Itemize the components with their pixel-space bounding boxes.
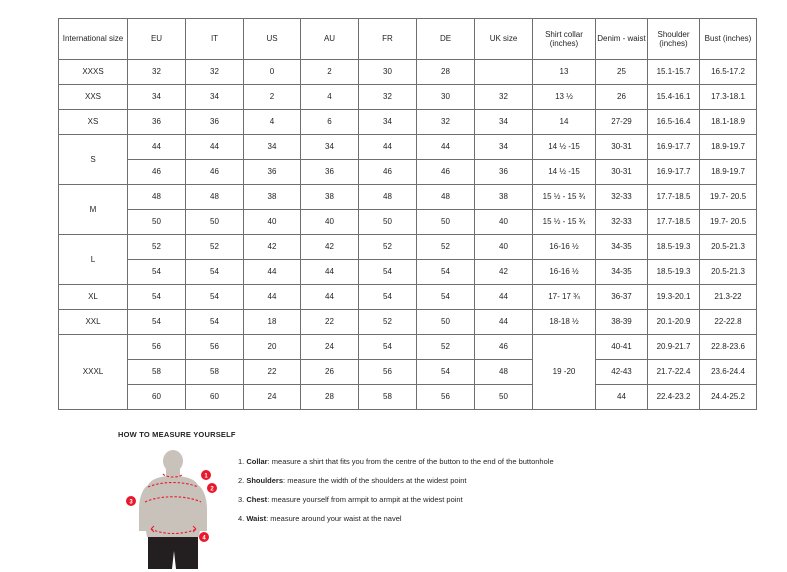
table-cell: 46 — [186, 160, 244, 185]
table-cell: 18.9-19.7 — [700, 135, 757, 160]
table-cell: 20 — [244, 335, 301, 360]
table-cell: 42 — [475, 260, 533, 285]
torso-diagram — [118, 447, 228, 567]
cell-international-size: S — [59, 135, 128, 185]
column-header-fr: FR — [359, 19, 417, 60]
table-cell: 19.3-20.1 — [648, 285, 700, 310]
table-cell: 15.1-15.7 — [648, 60, 700, 85]
column-header-au: AU — [301, 19, 359, 60]
instruction-term: Chest — [246, 495, 268, 505]
table-cell: 34 — [475, 135, 533, 160]
table-cell: 2 — [301, 60, 359, 85]
column-header-international-size: International size — [59, 19, 128, 60]
table-cell: 36 — [128, 110, 186, 135]
table-cell: 52 — [359, 310, 417, 335]
table-cell: 36 — [475, 160, 533, 185]
table-cell: 16.5-17.2 — [700, 60, 757, 85]
column-header-bust: Bust (inches) — [700, 19, 757, 60]
table-cell: 20.1-20.9 — [648, 310, 700, 335]
table-cell: 58 — [128, 360, 186, 385]
table-cell: 21.3-22 — [700, 285, 757, 310]
table-cell: 50 — [186, 210, 244, 235]
column-header-denim-waist: Denim - waist — [596, 19, 648, 60]
table-cell: 54 — [359, 335, 417, 360]
table-cell: 34 — [128, 85, 186, 110]
table-cell: 50 — [128, 210, 186, 235]
cell-international-size: XL — [59, 285, 128, 310]
instruction-term: Collar — [246, 457, 268, 466]
measure-instruction-item — [238, 495, 554, 505]
table-cell: 4 — [301, 85, 359, 110]
instruction-number: 3. — [238, 495, 247, 505]
table-cell: 18.9-19.7 — [700, 160, 757, 185]
cell-international-size: XXS — [59, 85, 128, 110]
table-cell: 44 — [301, 285, 359, 310]
table-cell: 40 — [301, 210, 359, 235]
table-cell: 26 — [596, 85, 648, 110]
instruction-number: 2. — [238, 476, 247, 486]
instruction-term: Waist — [246, 514, 267, 524]
table-cell: 46 — [417, 160, 475, 185]
table-cell: 54 — [359, 285, 417, 310]
table-cell: 56 — [186, 335, 244, 360]
table-header — [59, 19, 757, 60]
table-cell: 46 — [128, 160, 186, 185]
table-cell: 0 — [244, 60, 301, 85]
table-cell: 54 — [417, 360, 475, 385]
table-body — [59, 60, 757, 410]
table-cell: 22 — [244, 360, 301, 385]
table-cell: 52 — [359, 235, 417, 260]
instruction-text: : measure a shirt that fits you from the centre of the button to the end of the buttonhole — [267, 457, 554, 466]
table-cell: 56 — [128, 335, 186, 360]
table-cell — [475, 60, 533, 85]
table-cell: 30-31 — [596, 160, 648, 185]
table-cell: 44 — [186, 135, 244, 160]
table-cell: 44 — [417, 135, 475, 160]
table-cell: 14 ½ -15 — [533, 160, 596, 185]
table-cell: 30 — [417, 85, 475, 110]
table-cell: 22 — [301, 310, 359, 335]
table-cell: 44 — [475, 285, 533, 310]
table-cell: 32 — [186, 60, 244, 85]
torso-illustration-svg — [118, 447, 228, 572]
size-chart-table — [58, 18, 757, 410]
table-cell: 28 — [417, 60, 475, 85]
table-cell: 54 — [359, 260, 417, 285]
table-row — [59, 135, 757, 160]
table-cell: 32-33 — [596, 210, 648, 235]
table-cell: 38 — [475, 185, 533, 210]
column-header-uk-size: UK size — [475, 19, 533, 60]
table-cell: 23.6-24.4 — [700, 360, 757, 385]
table-cell: 54 — [128, 260, 186, 285]
table-cell: 30 — [359, 60, 417, 85]
table-cell: 19.7- 20.5 — [700, 185, 757, 210]
table-cell: 48 — [417, 185, 475, 210]
instruction-term: Shoulders — [246, 476, 284, 486]
table-cell: 16-16 ½ — [533, 260, 596, 285]
table-cell: 38-39 — [596, 310, 648, 335]
table-row — [59, 110, 757, 135]
cell-international-size: XXXL — [59, 335, 128, 410]
table-cell: 34 — [244, 135, 301, 160]
table-cell: 50 — [475, 385, 533, 410]
table-cell: 15.4-16.1 — [648, 85, 700, 110]
table-cell: 48 — [128, 185, 186, 210]
table-cell: 40 — [475, 210, 533, 235]
column-header-it: IT — [186, 19, 244, 60]
table-cell: 52 — [417, 235, 475, 260]
column-header-shoulder: Shoulder (inches) — [648, 19, 700, 60]
table-header-row — [59, 19, 757, 60]
table-row — [59, 235, 757, 260]
table-cell: 60 — [128, 385, 186, 410]
cell-shirt-collar: 19 -20 — [533, 335, 596, 410]
table-row — [59, 185, 757, 210]
table-cell: 54 — [128, 285, 186, 310]
table-cell: 21.7-22.4 — [648, 360, 700, 385]
table-cell: 44 — [301, 260, 359, 285]
table-cell: 18.1-18.9 — [700, 110, 757, 135]
column-header-eu: EU — [128, 19, 186, 60]
table-row — [59, 85, 757, 110]
table-cell: 32-33 — [596, 185, 648, 210]
table-cell: 60 — [186, 385, 244, 410]
table-cell: 36 — [186, 110, 244, 135]
table-cell: 42-43 — [596, 360, 648, 385]
table-cell: 42 — [244, 235, 301, 260]
table-cell: 50 — [417, 310, 475, 335]
table-cell: 16-16 ½ — [533, 235, 596, 260]
table-cell: 44 — [359, 135, 417, 160]
marker-1-label: 1 — [204, 473, 208, 480]
table-cell: 15 ½ - 15 ¾ — [533, 185, 596, 210]
cell-international-size: XXXS — [59, 60, 128, 85]
table-cell: 22.4-23.2 — [648, 385, 700, 410]
table-cell: 58 — [359, 385, 417, 410]
cell-international-size: M — [59, 185, 128, 235]
table-cell: 36 — [301, 160, 359, 185]
table-cell: 56 — [417, 385, 475, 410]
table-cell: 46 — [475, 335, 533, 360]
table-cell: 54 — [186, 310, 244, 335]
how-to-measure-body — [118, 447, 678, 567]
marker-4-label: 4 — [202, 535, 206, 542]
table-cell: 36 — [244, 160, 301, 185]
table-cell: 22.8-23.6 — [700, 335, 757, 360]
table-cell: 44 — [244, 260, 301, 285]
table-cell: 34 — [475, 110, 533, 135]
table-cell: 38 — [301, 185, 359, 210]
table-cell: 34 — [359, 110, 417, 135]
table-cell: 40 — [475, 235, 533, 260]
table-cell: 48 — [475, 360, 533, 385]
table-cell: 50 — [417, 210, 475, 235]
table-cell: 46 — [359, 160, 417, 185]
instruction-text: : measure the width of the shoulders at the widest point — [283, 476, 467, 486]
table-cell: 24.4-25.2 — [700, 385, 757, 410]
table-cell: 32 — [417, 110, 475, 135]
table-cell: 13 — [533, 60, 596, 85]
marker-2-label: 2 — [210, 486, 214, 493]
table-row — [59, 285, 757, 310]
measure-instruction-item — [238, 514, 554, 524]
table-cell: 16.9-17.7 — [648, 135, 700, 160]
cell-international-size: L — [59, 235, 128, 285]
table-row — [59, 310, 757, 335]
column-header-us: US — [244, 19, 301, 60]
table-cell: 24 — [244, 385, 301, 410]
table-cell: 36-37 — [596, 285, 648, 310]
column-header-shirt-collar: Shirt collar (inches) — [533, 19, 596, 60]
table-cell: 15 ½ - 15 ¾ — [533, 210, 596, 235]
table-row — [59, 360, 757, 385]
table-cell: 18.5-19.3 — [648, 235, 700, 260]
table-cell: 44 — [244, 285, 301, 310]
table-cell: 26 — [301, 360, 359, 385]
table-cell: 24 — [301, 335, 359, 360]
table-cell: 4 — [244, 110, 301, 135]
table-cell: 34-35 — [596, 260, 648, 285]
table-cell: 17.7-18.5 — [648, 185, 700, 210]
table-cell: 40 — [244, 210, 301, 235]
table-cell: 17.7-18.5 — [648, 210, 700, 235]
cell-international-size: XXL — [59, 310, 128, 335]
table-cell: 19.7- 20.5 — [700, 210, 757, 235]
table-row — [59, 335, 757, 360]
table-cell: 20.5-21.3 — [700, 260, 757, 285]
table-cell: 48 — [186, 185, 244, 210]
table-cell: 2 — [244, 85, 301, 110]
measure-instruction-item — [238, 457, 554, 467]
table-row — [59, 60, 757, 85]
table-cell: 34 — [301, 135, 359, 160]
table-cell: 34 — [186, 85, 244, 110]
marker-3-label: 3 — [129, 499, 133, 506]
instruction-number: 4. — [238, 514, 247, 524]
table-cell: 58 — [186, 360, 244, 385]
table-cell: 17.3-18.1 — [700, 85, 757, 110]
table-cell: 54 — [417, 285, 475, 310]
table-cell: 32 — [128, 60, 186, 85]
table-row — [59, 385, 757, 410]
table-row — [59, 160, 757, 185]
table-cell: 16.5-16.4 — [648, 110, 700, 135]
table-cell: 54 — [186, 285, 244, 310]
column-header-de: DE — [417, 19, 475, 60]
table-cell: 42 — [301, 235, 359, 260]
table-cell: 18.5-19.3 — [648, 260, 700, 285]
table-cell: 48 — [359, 185, 417, 210]
table-cell: 50 — [359, 210, 417, 235]
table-cell: 17- 17 ¾ — [533, 285, 596, 310]
table-cell: 54 — [186, 260, 244, 285]
table-cell: 18-18 ½ — [533, 310, 596, 335]
table-cell: 38 — [244, 185, 301, 210]
table-cell: 27-29 — [596, 110, 648, 135]
measure-instructions-list — [238, 447, 554, 534]
table-cell: 20.5-21.3 — [700, 235, 757, 260]
table-cell: 16.9-17.7 — [648, 160, 700, 185]
table-cell: 44 — [596, 385, 648, 410]
table-cell: 30-31 — [596, 135, 648, 160]
instruction-number: 1. — [238, 457, 247, 466]
cell-international-size: XS — [59, 110, 128, 135]
measure-instruction-item — [238, 476, 554, 486]
table-cell: 6 — [301, 110, 359, 135]
table-row — [59, 260, 757, 285]
table-cell: 40-41 — [596, 335, 648, 360]
table-cell: 13 ½ — [533, 85, 596, 110]
table-cell: 25 — [596, 60, 648, 85]
table-cell: 44 — [128, 135, 186, 160]
table-cell: 44 — [475, 310, 533, 335]
table-cell: 56 — [359, 360, 417, 385]
table-cell: 54 — [128, 310, 186, 335]
table-cell: 18 — [244, 310, 301, 335]
instruction-text: : measure yourself from armpit to armpit at the widest point — [267, 495, 463, 505]
table-cell: 52 — [128, 235, 186, 260]
table-cell: 14 ½ -15 — [533, 135, 596, 160]
table-cell: 32 — [475, 85, 533, 110]
how-to-measure-title: HOW TO MEASURE YOURSELF — [118, 430, 236, 439]
table-cell: 52 — [186, 235, 244, 260]
table-cell: 34-35 — [596, 235, 648, 260]
table-cell: 52 — [417, 335, 475, 360]
table-cell: 28 — [301, 385, 359, 410]
table-cell: 20.9-21.7 — [648, 335, 700, 360]
table-cell: 22-22.8 — [700, 310, 757, 335]
table-cell: 32 — [359, 85, 417, 110]
table-row — [59, 210, 757, 235]
table-cell: 54 — [417, 260, 475, 285]
instruction-text: : measure around your waist at the navel — [266, 514, 402, 524]
how-to-measure-section — [118, 430, 678, 567]
table-cell: 14 — [533, 110, 596, 135]
